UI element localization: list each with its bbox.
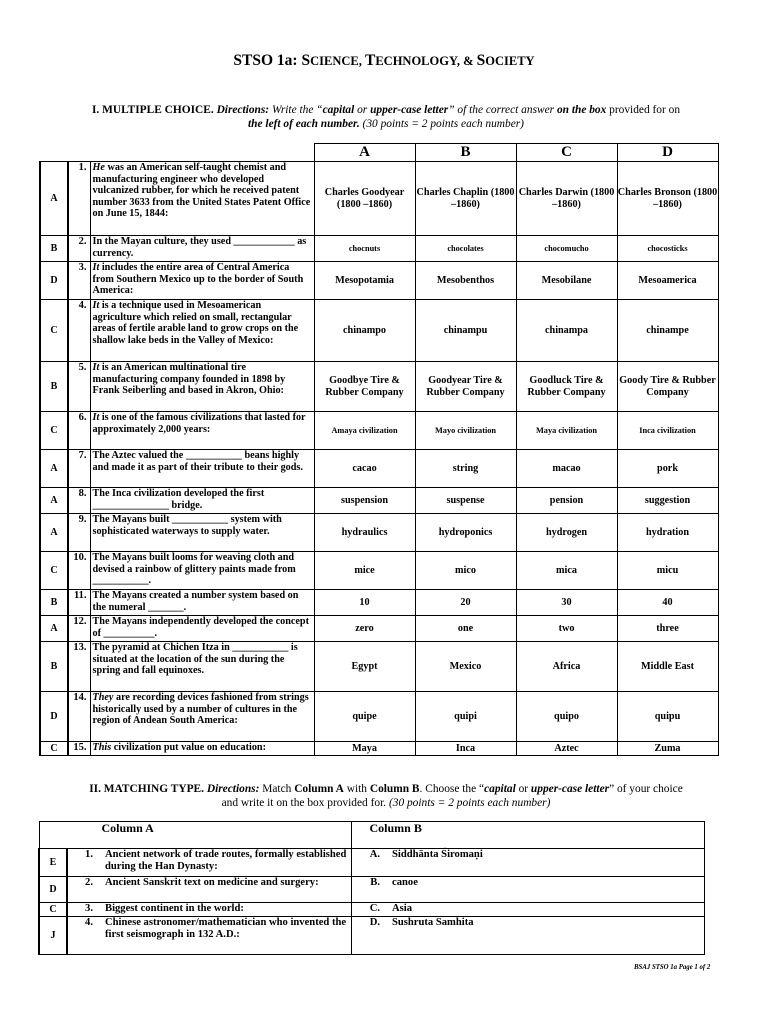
choice-text: mice [354,564,375,576]
question-text [90,262,314,300]
choice-cell [314,362,415,412]
page-footer: BSAJ STSO 1a Page 1 of 2 [634,964,711,971]
choice-header: D [617,144,718,162]
question-text [90,362,314,412]
choice-cell [516,262,617,300]
question-row [40,616,718,642]
choice-cell [617,742,718,756]
answer-letter: B [50,596,58,608]
choice-text: Goodluck Tire & Rubber Company [527,374,606,398]
question-lead: It [92,300,100,311]
choice-text: chocosticks [647,243,688,253]
matching-type-table [38,821,705,955]
choice-cell [617,590,718,616]
question-text [90,742,314,756]
choice-text: Mexico [449,660,482,672]
question-number: 14. [68,692,90,742]
question-body: are recording devices fashioned from strings historically used by a number of cultures in the region of Andean South America: [92,692,309,727]
choice-text: Goody Tire & Rubber Company [619,374,716,398]
page-title [0,52,768,70]
choice-cell [415,300,516,362]
title-rest: ECHNOLOGY, & [375,54,477,68]
choice-text: micu [656,564,679,576]
mt-dir-text: . Choose the “ [419,783,485,795]
question-lead: He [92,162,105,173]
choice-cell [415,552,516,590]
question-row [40,488,718,514]
mt-dir-cola: Column A [294,783,344,795]
choice-text: Mesobilane [541,274,592,286]
title-prefix: STSO 1a: [233,52,302,69]
choice-cell [617,412,718,450]
choice-cell [415,362,516,412]
choice-letter: B. [351,877,384,903]
answer-letter: A [50,526,58,538]
choice-cell [516,590,617,616]
choice-cell [516,616,617,642]
column-a-text: Biggest continent in the world: [97,903,351,917]
choice-text: chinampu [443,324,488,336]
choice-cell [617,300,718,362]
choice-text: quipu [654,710,681,722]
choice-text: Africa [552,660,581,672]
choice-text: Maya [352,742,377,754]
choice-cell [617,616,718,642]
choice-text: suggestion [644,494,691,506]
question-body: is one of the famous civilizations that lasted for approximately 2,000 years: [92,412,306,435]
answer-letter: A [50,494,58,506]
choice-text: chocomucho [544,243,589,253]
choice-cell [415,412,516,450]
choice-cell [415,616,516,642]
answer-letter: D [50,710,58,722]
answer-box[interactable] [40,742,68,756]
question-lead: This [92,742,112,753]
choice-text: Goodbye Tire & Rubber Company [325,374,404,398]
question-body: is an American multinational tire manufacturing company founded in 1898 by Frank Seiberling and based in Akron, Ohio: [92,362,286,397]
choice-cell [617,552,718,590]
mc-dir-text: ” of the correct answer [448,104,557,116]
mt-dir-word: Directions: [206,783,260,795]
choice-cell [516,300,617,362]
choice-cell [314,450,415,488]
choice-text: Inca civilization [639,425,696,435]
choice-cell [516,514,617,552]
choice-cell [516,552,617,590]
question-text [90,488,314,514]
answer-letter: C [50,324,58,336]
choice-cell [314,236,415,262]
choice-text: chinampa [545,324,589,336]
multiple-choice-table [39,143,719,756]
choice-text: Egypt [351,660,378,672]
column-b-text: canoe [384,877,704,903]
question-lead: It [92,262,100,273]
mt-dir-upper: upper-case letter [530,783,610,795]
item-number: 1. [67,849,97,877]
choice-cell [516,692,617,742]
answer-box[interactable] [40,362,68,412]
choice-text: mico [455,564,476,576]
mt-dir-text: Match [259,783,295,795]
choice-cell [617,262,718,300]
question-body: The Mayans built ___________ system with sophisticated waterways to supply water. [92,514,282,537]
answer-letter: D [49,883,57,895]
choice-cell [516,488,617,514]
choice-text: pork [657,462,678,474]
answer-box[interactable] [39,917,67,955]
answer-letter: C [50,564,58,576]
choice-letter: D. [351,917,384,955]
column-b-text: Sushruta Samhita [384,917,704,955]
question-number: 15. [68,742,90,756]
choice-text: Amaya civilization [331,425,398,435]
answer-box[interactable] [39,877,67,903]
mc-dir-capital: capital [322,104,355,116]
choice-text: 20 [460,596,471,608]
mt-directions [30,782,742,810]
choice-text: 30 [561,596,572,608]
question-body: In the Mayan culture, they used ____________ as currency. [92,236,307,259]
choice-cell [415,488,516,514]
choice-cell [314,692,415,742]
choice-text: Inca [455,742,476,754]
matching-row [39,903,704,917]
choice-text: chocnuts [348,243,381,253]
question-row [40,450,718,488]
choice-cell [314,742,415,756]
choice-text: 10 [359,596,370,608]
choice-text: macao [552,462,581,474]
choice-cell [415,642,516,692]
choice-cell [314,642,415,692]
choice-text: Maya civilization [535,425,598,435]
choice-text: Mesobenthos [436,274,495,286]
question-body: includes the entire area of Central America from Southern Mexico up to the border of South America: [92,262,304,297]
choice-text: Mesopotamia [335,274,394,286]
question-row [40,642,718,692]
column-a-header [39,822,351,849]
item-number: 3. [67,903,97,917]
choice-text: chocolates [447,243,484,253]
title-cap: S [301,52,311,69]
answer-box[interactable] [40,488,68,514]
choice-cell [617,642,718,692]
question-number: 6. [68,412,90,450]
mt-dir-colb: Column B [369,783,420,795]
choice-cell [314,552,415,590]
question-number: 1. [68,162,90,236]
answer-box[interactable] [39,849,67,877]
answer-letter: B [50,660,58,672]
mc-header-row [40,144,718,162]
choice-text: hydraulics [341,526,388,538]
matching-row [39,917,704,955]
mt-dir-points: (30 points = 2 points each number) [388,797,551,809]
choice-cell [415,262,516,300]
question-number: 13. [68,642,90,692]
column-b-label: Column B [369,821,422,835]
answer-box[interactable] [40,262,68,300]
answer-box[interactable] [40,450,68,488]
choice-cell [415,590,516,616]
item-number: 4. [67,917,97,955]
question-text [90,692,314,742]
mc-dir-text: Write the “ [269,104,323,116]
question-row [40,514,718,552]
answer-box[interactable] [40,692,68,742]
answer-letter: E [49,856,57,868]
question-text [90,162,314,236]
choice-text: Mayo civilization [434,425,497,435]
question-row [40,552,718,590]
question-body: The Inca civilization developed the first _______________ bridge. [92,488,265,511]
question-body: was an American self-taught chemist and manufacturing engineer who developed vulcanized rubber, for which he received patent number 3633 from the United States Patent Office on June 15, 1844: [92,162,311,220]
mt-header-row [39,822,704,849]
choice-text: mica [556,564,577,576]
question-body: The Mayans independently developed the concept of __________. [92,616,309,639]
question-number: 11. [68,590,90,616]
answer-box[interactable] [40,642,68,692]
choice-text: Charles Bronson (1800 –1860) [617,186,718,210]
choice-text: suspension [341,494,389,506]
choice-cell [516,412,617,450]
mc-directions [30,103,742,131]
choice-text: one [457,622,474,634]
choice-text: hydroponics [438,526,493,538]
answer-letter: C [49,903,57,915]
question-number: 4. [68,300,90,362]
question-body: The Aztec valued the ___________ beans highly and made it as part of their tribute to their gods. [92,450,303,473]
title-rest: CIENCE, [310,54,365,68]
choice-header: A [314,144,415,162]
column-b-header [351,822,704,849]
question-lead: It [92,412,100,423]
choice-text: quipi [454,710,477,722]
choice-letter: C. [351,903,384,917]
choice-cell [516,236,617,262]
mc-dir-upper: upper-case letter [370,104,449,116]
question-number: 7. [68,450,90,488]
mt-dir-text: or [515,783,531,795]
answer-letter: B [50,242,58,254]
answer-letter: C [50,424,58,436]
choice-cell [617,162,718,236]
question-text [90,236,314,262]
answer-letter: C [50,742,58,754]
mc-dir-box: on the box [556,104,607,116]
question-lead: It [92,362,100,373]
answer-box[interactable] [40,590,68,616]
choice-text: Charles Chaplin (1800 –1860) [416,186,515,210]
question-number: 10. [68,552,90,590]
question-number: 2. [68,236,90,262]
answer-letter: J [50,929,56,941]
mt-dir-capital: capital [484,783,516,795]
choice-text: Middle East [641,660,694,672]
column-a-text: Ancient Sanskrit text on medicine and surgery: [97,877,351,903]
choice-text: hydration [646,526,690,538]
mc-header-blank [40,144,314,162]
column-b-text: Siddhānta Śiromaṇi [384,849,704,877]
choice-text: suspense [446,494,485,506]
answer-box[interactable] [40,412,68,450]
mt-dir-text: and write it on the box provided for. [221,797,389,809]
choice-text: 40 [662,596,673,608]
choice-cell [314,514,415,552]
choice-cell [314,412,415,450]
choice-letter: A. [351,849,384,877]
question-body: The Mayans built looms for weaving cloth and devised a rainbow of glittery paints made from ___________. [92,552,296,587]
title-rest: OCIETY [485,54,535,68]
answer-letter: A [50,192,58,204]
choice-text: Zuma [654,742,681,754]
column-a-text: Chinese astronomer/mathematician who invented the first seismograph in 132 A.D.: [97,917,351,955]
question-number: 5. [68,362,90,412]
question-text [90,300,314,362]
answer-box[interactable] [40,162,68,236]
item-number: 2. [67,877,97,903]
choice-text: cacao [352,462,377,474]
choice-cell [415,742,516,756]
choice-header: C [516,144,617,162]
choice-cell [617,514,718,552]
choice-text: string [452,462,479,474]
question-row [40,362,718,412]
choice-cell [415,162,516,236]
question-row [40,590,718,616]
question-text [90,616,314,642]
question-number: 12. [68,616,90,642]
mc-label: I. MULTIPLE CHOICE. [91,104,214,116]
choice-cell [314,590,415,616]
choice-text: Aztec [554,742,579,754]
mt-label: II. MATCHING TYPE. [89,783,204,795]
choice-cell [314,162,415,236]
question-row [40,742,718,756]
choice-cell [415,236,516,262]
question-body: civilization put value on education: [111,742,266,753]
answer-letter: A [50,622,58,634]
question-body: The Mayans created a number system based on the numeral _______. [92,590,299,613]
question-text [90,642,314,692]
choice-text: hydrogen [545,526,588,538]
choice-cell [415,692,516,742]
question-text [90,412,314,450]
choice-cell [516,642,617,692]
choice-cell [516,450,617,488]
answer-box[interactable] [40,514,68,552]
question-row [40,692,718,742]
question-row [40,262,718,300]
choice-text: chinampe [646,324,689,336]
answer-box[interactable] [40,300,68,362]
answer-letter: B [50,380,58,392]
choice-text: zero [355,622,374,634]
choice-cell [314,300,415,362]
question-text [90,590,314,616]
question-lead: They [92,692,114,703]
mt-dir-text: ” of your choice [609,783,683,795]
column-a-text: Ancient network of trade routes, formally established during the Han Dynasty: [97,849,351,877]
choice-cell [617,450,718,488]
choice-cell [617,362,718,412]
choice-cell [415,514,516,552]
answer-box[interactable] [39,903,67,917]
choice-cell [516,162,617,236]
mc-dir-text: provided for on [606,104,681,116]
mt-dir-text: with [343,783,370,795]
question-row [40,412,718,450]
question-body: The pyramid at Chichen Itza in ___________ is situated at the location of the sun during the spring and fall equinoxes. [92,642,298,677]
mc-dir-text: or [354,104,371,116]
choice-text: pension [549,494,584,506]
choice-cell [617,692,718,742]
question-row [40,300,718,362]
choice-text: chinampo [343,324,387,336]
choice-text: quipe [352,710,377,722]
choice-cell [314,262,415,300]
answer-letter: D [50,274,58,286]
choice-text: three [656,622,679,634]
mc-dir-word: Directions: [216,104,270,116]
choice-cell [516,742,617,756]
question-body: is a technique used in Mesoamerican agriculture which relied on small, rectangular areas of fertile arable land to grow crops on the shallow lake beds in the Valley of Mexico: [92,300,299,346]
answer-letter: A [50,462,58,474]
choice-text: Charles Goodyear (1800 –1860) [324,186,405,210]
matching-row [39,849,704,877]
mc-dir-left: the left of each number. [248,118,360,130]
question-text [90,514,314,552]
question-row [40,162,718,236]
question-number: 9. [68,514,90,552]
choice-text: Goodyear Tire & Rubber Company [426,374,505,398]
title-cap: T [364,52,376,69]
choice-cell [314,488,415,514]
question-text [90,552,314,590]
title-cap: S [476,52,486,69]
answer-box[interactable] [40,616,68,642]
question-text [90,450,314,488]
column-b-text: Asia [384,903,704,917]
choice-header: B [415,144,516,162]
question-number: 3. [68,262,90,300]
mc-dir-points: (30 points = 2 points each number) [359,118,524,130]
answer-box[interactable] [40,552,68,590]
choice-cell [314,616,415,642]
choice-cell [617,236,718,262]
column-a-label: Column A [101,821,154,835]
choice-text: Charles Darwin (1800 –1860) [518,186,615,210]
choice-text: two [558,622,575,634]
choice-cell [617,488,718,514]
choice-text: quipo [554,710,579,722]
question-row [40,236,718,262]
choice-text: Mesoamerica [638,274,697,286]
answer-box[interactable] [40,236,68,262]
choice-cell [516,362,617,412]
question-number: 8. [68,488,90,514]
matching-row [39,877,704,903]
choice-cell [415,450,516,488]
